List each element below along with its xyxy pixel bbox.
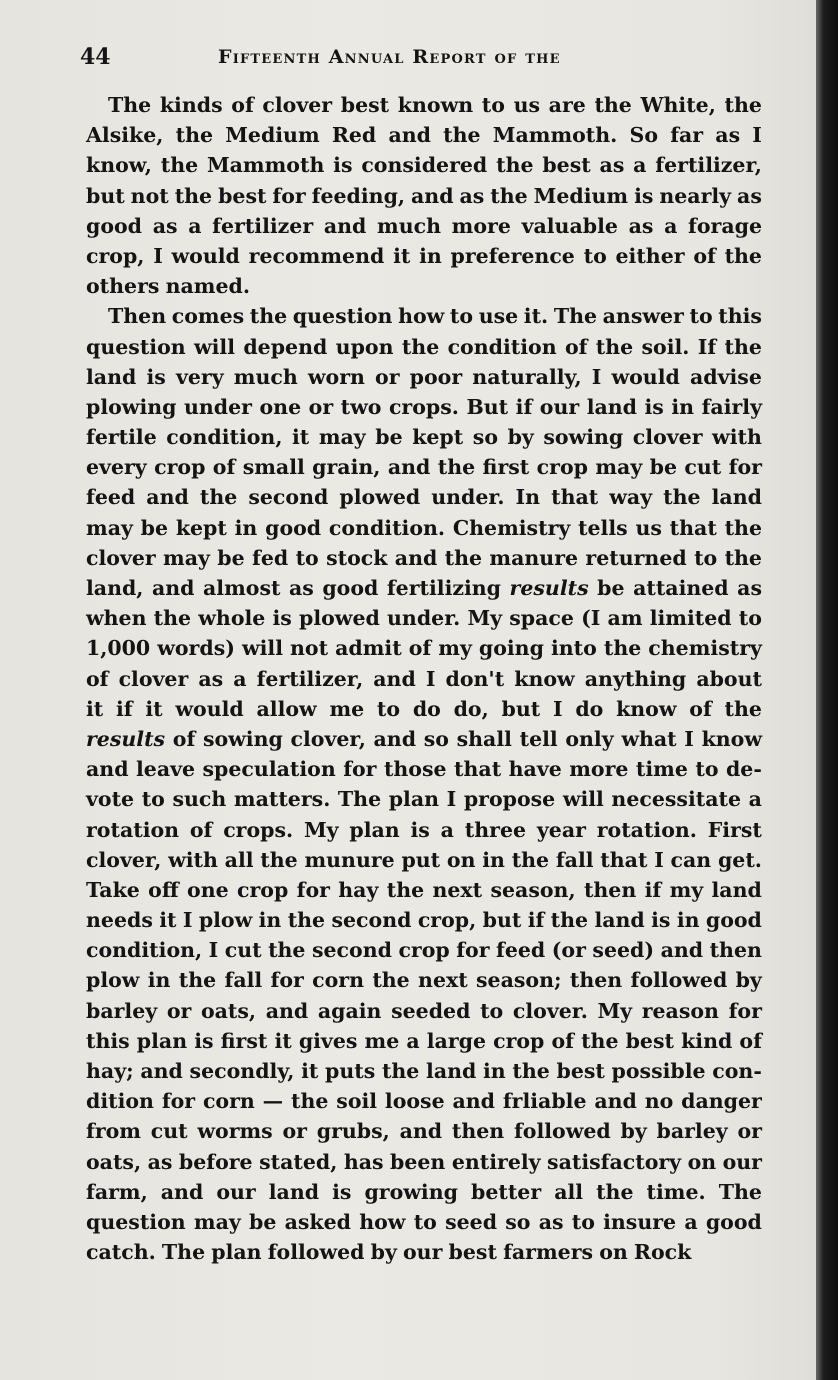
text-line: Take off one crop for hay the next season, then if my land xyxy=(86,877,762,902)
book-spine-edge xyxy=(816,0,838,1380)
text-line: but not the best for feeding, and as the Medium is nearly as xyxy=(86,183,762,208)
text-line: question may be asked how to seed so as to insure a good xyxy=(86,1209,762,1234)
text-line: needs it I plow in the second crop, but if the land is in good xyxy=(86,908,762,933)
text-line: oats, as before stated, has been entirely satisfactory on our xyxy=(86,1149,762,1174)
text-line: others named. xyxy=(86,274,250,299)
text-line: from cut worms or grubs, and then followed by barley or xyxy=(86,1119,762,1144)
text-line: plow in the fall for corn the next season; then followed by xyxy=(86,968,762,993)
text-line: land, and almost as good fertilizing results be attained as xyxy=(86,576,762,600)
text-line: Alsike, the Medium Red and the Mammoth. So far as I xyxy=(86,123,762,148)
text-line: land is very much worn or poor naturally, I would advise xyxy=(86,364,762,389)
body-text xyxy=(86,90,762,1267)
text-line: and leave speculation for those that have more time to de- xyxy=(86,757,762,782)
text-line: catch. The plan followed by our best farmers on Rock xyxy=(86,1240,692,1265)
text-line: clover, with all the munure put on in the fall that I can get. xyxy=(86,847,762,872)
text-line: crop, I would recommend it in preference to either of the xyxy=(86,243,762,268)
text-line: this plan is first it gives me a large crop of the best kind of xyxy=(86,1028,762,1053)
text-line: question will depend upon the condition of the soil. If the xyxy=(86,334,762,359)
text-line: every crop of small grain, and the first crop may be cut for xyxy=(86,455,762,480)
paragraph xyxy=(86,90,762,301)
paragraph xyxy=(86,301,762,1267)
text-line: may be kept in good condition. Chemistry tells us that the xyxy=(86,515,762,540)
running-title: Fifteenth Annual Report of the xyxy=(218,46,561,68)
page-header xyxy=(80,44,780,80)
text-line: barley or oats, and again seeded to clover. My reason for xyxy=(86,998,762,1023)
text-line: hay; and secondly, it puts the land in the best possible con- xyxy=(86,1059,762,1083)
text-line: The kinds of clover best known to us are the White, the xyxy=(108,93,762,117)
text-line: dition for corn — the soil loose and frliable and no danger xyxy=(86,1089,762,1114)
page-number: 44 xyxy=(80,44,111,70)
text-line: plowing under one or two crops. But if our land is in fairly xyxy=(86,394,762,419)
text-line: of clover as a fertilizer, and I don't know anything about xyxy=(86,666,762,691)
text-line: results of sowing clover, and so shall tell only what I know xyxy=(86,726,762,751)
text-line: when the whole is plowed under. My space (I am limited to xyxy=(86,606,762,631)
text-line: 1,000 words) will not admit of my going into the chemistry xyxy=(86,636,762,661)
text-line: rotation of crops. My plan is a three year rotation. First xyxy=(86,817,762,842)
text-line: vote to such matters. The plan I propose will necessitate a xyxy=(86,787,762,812)
text-line: Then comes the question how to use it. The answer to this xyxy=(108,304,762,329)
text-line: feed and the second plowed under. In that way the land xyxy=(86,485,762,510)
text-line: farm, and our land is growing better all the time. The xyxy=(86,1179,762,1204)
text-line: know, the Mammoth is considered the best as a fertilizer, xyxy=(86,153,762,178)
text-line: it if it would allow me to do do, but I do know of the xyxy=(86,696,762,721)
text-line: condition, I cut the second crop for feed (or seed) and then xyxy=(86,938,762,963)
text-line: clover may be fed to stock and the manure returned to the xyxy=(86,545,762,570)
text-line: good as a fertilizer and much more valuable as a forage xyxy=(86,213,762,238)
text-line: fertile condition, it may be kept so by sowing clover with xyxy=(86,425,762,450)
